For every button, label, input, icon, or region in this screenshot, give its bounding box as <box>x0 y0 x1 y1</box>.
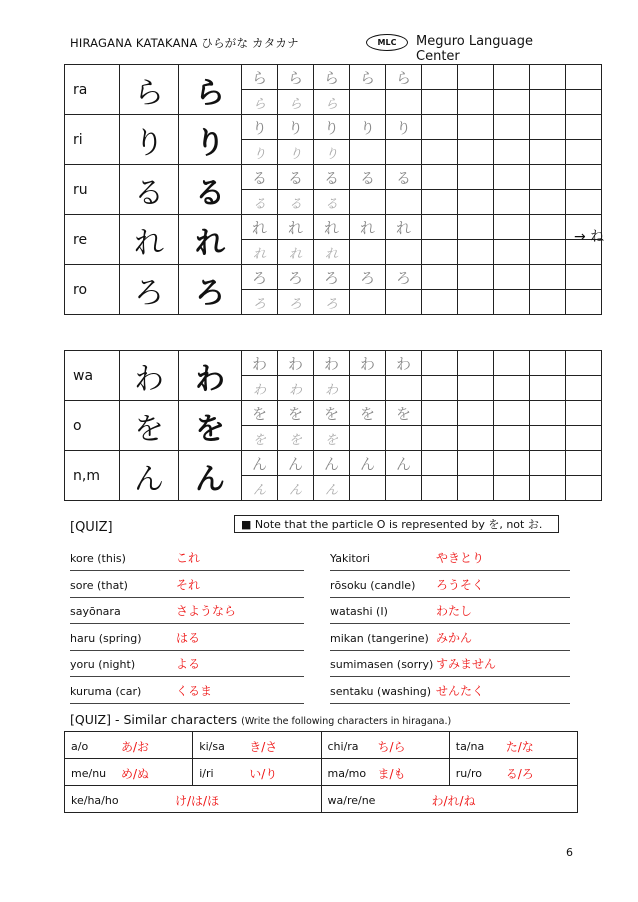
practice-cell[interactable] <box>530 140 566 165</box>
practice-cell[interactable] <box>566 476 602 501</box>
practice-cell[interactable] <box>566 265 602 290</box>
handwritten-char[interactable]: わ <box>278 376 314 401</box>
trace-char[interactable]: わ <box>242 351 278 376</box>
practice-cell[interactable] <box>422 426 458 451</box>
model-char-brush: ん <box>120 451 179 501</box>
trace-char[interactable]: れ <box>278 215 314 240</box>
grid-row <box>65 165 602 190</box>
practice-cell[interactable] <box>530 351 566 376</box>
particle-note: ■ Note that the particle O is represented by を, not お. <box>234 515 559 533</box>
practice-cell[interactable] <box>530 115 566 140</box>
practice-cell[interactable] <box>566 376 602 401</box>
header-title: HIRAGANA KATAKANA ひらがな カタカナ <box>70 36 299 50</box>
practice-cell[interactable] <box>530 426 566 451</box>
trace-char[interactable]: り <box>278 115 314 140</box>
model-char-brush: る <box>120 165 179 215</box>
vocab-romaji: mikan (tangerine) <box>330 631 429 645</box>
handwritten-char[interactable]: り <box>242 140 278 165</box>
vocab-item <box>330 678 570 704</box>
romaji-label: re <box>65 215 120 265</box>
practice-cell[interactable] <box>530 215 566 240</box>
similar-romaji: ta/na <box>455 740 485 753</box>
handwritten-char[interactable]: れ <box>278 240 314 265</box>
vocab-romaji: kore (this) <box>70 552 126 565</box>
trace-char[interactable]: り <box>314 115 350 140</box>
trace-char[interactable]: ら <box>314 65 350 90</box>
trace-char[interactable]: を <box>242 401 278 426</box>
handwritten-char[interactable]: を <box>278 426 314 451</box>
practice-cell[interactable] <box>386 90 422 115</box>
grid-row <box>65 351 602 376</box>
romaji-label: wa <box>65 351 120 401</box>
similar-cell[interactable] <box>193 759 321 786</box>
mlc-logo: MLC <box>366 34 408 51</box>
quiz-title: [QUIZ] <box>70 520 113 535</box>
practice-cell[interactable] <box>458 140 494 165</box>
practice-cell[interactable] <box>530 265 566 290</box>
handwritten-char[interactable]: わ <box>242 376 278 401</box>
practice-cell[interactable] <box>422 376 458 401</box>
vocab-item <box>330 572 570 598</box>
trace-char[interactable]: ろ <box>314 265 350 290</box>
trace-char[interactable]: れ <box>314 215 350 240</box>
similar-answer: ち/ら <box>377 740 406 754</box>
vocab-answer[interactable]: すみません <box>436 657 497 671</box>
vocab-romaji: haru (spring) <box>70 631 142 645</box>
handwritten-char[interactable]: を <box>242 426 278 451</box>
handwritten-char[interactable]: れ <box>314 240 350 265</box>
practice-cell[interactable] <box>458 240 494 265</box>
practice-cell[interactable] <box>350 240 386 265</box>
handwritten-char[interactable]: わ <box>314 376 350 401</box>
vocab-answer[interactable]: はる <box>176 630 201 645</box>
trace-char[interactable]: る <box>314 165 350 190</box>
practice-cell[interactable] <box>458 65 494 90</box>
practice-cell[interactable] <box>494 401 530 426</box>
romaji-label: ro <box>65 265 120 315</box>
model-char-bold: り <box>179 115 242 165</box>
practice-cell[interactable] <box>530 240 566 265</box>
trace-char[interactable]: り <box>350 115 386 140</box>
similar-cell[interactable] <box>321 759 449 786</box>
similar-row <box>65 759 578 786</box>
practice-cell[interactable] <box>566 90 602 115</box>
practice-cell[interactable] <box>350 290 386 315</box>
grid-row <box>65 215 602 240</box>
vocab-romaji: kuruma (car) <box>70 684 142 698</box>
model-char-bold: ん <box>179 451 242 501</box>
practice-cell[interactable] <box>494 140 530 165</box>
trace-char[interactable]: ん <box>242 451 278 476</box>
vocab-answer[interactable]: みかん <box>436 630 473 645</box>
grid-row <box>65 401 602 426</box>
similar-answer: あ/お <box>121 740 150 754</box>
practice-cell[interactable] <box>386 476 422 501</box>
similar-answer: ま/も <box>377 767 406 781</box>
vocab-answer[interactable]: ろうそく <box>436 577 485 592</box>
practice-cell[interactable] <box>350 140 386 165</box>
similar-answer: る/ろ <box>505 767 534 781</box>
model-char-bold: る <box>179 165 242 215</box>
practice-cell[interactable] <box>458 451 494 476</box>
grid-row <box>65 115 602 140</box>
trace-char[interactable]: ら <box>386 65 422 90</box>
model-char-bold: ろ <box>179 265 242 315</box>
trace-char[interactable]: る <box>386 165 422 190</box>
practice-cell[interactable] <box>566 401 602 426</box>
similar-answer: た/な <box>505 740 534 754</box>
trace-char[interactable]: ら <box>350 65 386 90</box>
trace-char[interactable]: ん <box>278 451 314 476</box>
practice-cell[interactable] <box>422 165 458 190</box>
practice-cell[interactable] <box>422 140 458 165</box>
similar-answer: き/さ <box>249 740 278 754</box>
handwritten-char[interactable]: り <box>314 140 350 165</box>
practice-cell[interactable] <box>350 426 386 451</box>
similar-cell[interactable] <box>321 786 578 813</box>
practice-cell[interactable] <box>494 451 530 476</box>
practice-cell[interactable] <box>422 351 458 376</box>
practice-cell[interactable] <box>494 90 530 115</box>
trace-char[interactable]: を <box>350 401 386 426</box>
model-char-bold: を <box>179 401 242 451</box>
similar-romaji: ru/ro <box>455 767 482 780</box>
vocab-answer[interactable]: わたし <box>436 604 473 618</box>
handwritten-char[interactable]: ろ <box>314 290 350 315</box>
practice-cell[interactable] <box>422 115 458 140</box>
model-char-bold: ら <box>179 65 242 115</box>
similar-cell[interactable] <box>65 786 322 813</box>
handwritten-char[interactable]: ろ <box>242 290 278 315</box>
trace-char[interactable]: ら <box>242 65 278 90</box>
similar-romaji: i/ri <box>199 767 214 780</box>
vocab-answer[interactable]: よる <box>176 657 201 671</box>
grid-row <box>65 451 602 476</box>
vocab-romaji: sentaku (washing) <box>330 684 432 698</box>
practice-cell[interactable] <box>494 190 530 215</box>
vocab-item <box>330 651 570 677</box>
practice-cell[interactable] <box>530 376 566 401</box>
handwritten-char[interactable]: ろ <box>278 290 314 315</box>
trace-char[interactable]: わ <box>350 351 386 376</box>
handwritten-char[interactable]: る <box>314 190 350 215</box>
vocab-romaji: sayōnara <box>70 605 121 618</box>
practice-cell[interactable] <box>458 290 494 315</box>
similar-answer: わ/れ/ね <box>431 794 476 808</box>
practice-cell[interactable] <box>422 65 458 90</box>
romaji-label: n,m <box>65 451 120 501</box>
similar-row <box>65 732 578 759</box>
similar-title <box>70 712 451 727</box>
similar-characters-table <box>64 731 578 813</box>
practice-cell[interactable] <box>566 290 602 315</box>
practice-cell[interactable] <box>386 290 422 315</box>
trace-char[interactable]: ろ <box>242 265 278 290</box>
vocab-item <box>70 678 304 704</box>
practice-cell[interactable] <box>350 190 386 215</box>
similar-row <box>65 786 578 813</box>
vocab-romaji: sumimasen (sorry) <box>330 658 434 671</box>
vocab-romaji: watashi (I) <box>330 605 388 618</box>
vocab-item <box>70 651 304 677</box>
trace-char[interactable]: る <box>278 165 314 190</box>
practice-cell[interactable] <box>530 476 566 501</box>
trace-char[interactable]: り <box>386 115 422 140</box>
practice-cell[interactable] <box>350 90 386 115</box>
similar-cell[interactable] <box>449 732 577 759</box>
vocab-romaji: yoru (night) <box>70 658 136 671</box>
handwritten-char[interactable]: ん <box>242 476 278 501</box>
practice-cell[interactable] <box>386 426 422 451</box>
similar-title-text: [QUIZ] - Similar characters <box>70 712 238 727</box>
center-name: Meguro Language Center <box>416 34 534 64</box>
similar-romaji: chi/ra <box>327 740 359 753</box>
practice-cell[interactable] <box>458 190 494 215</box>
model-char-bold: れ <box>179 215 242 265</box>
trace-char[interactable]: わ <box>386 351 422 376</box>
model-char-brush: ら <box>120 65 179 115</box>
trace-char[interactable]: る <box>242 165 278 190</box>
practice-cell[interactable] <box>458 376 494 401</box>
practice-cell[interactable] <box>422 215 458 240</box>
romaji-label: ru <box>65 165 120 215</box>
trace-char[interactable]: る <box>350 165 386 190</box>
practice-cell[interactable] <box>494 165 530 190</box>
practice-cell[interactable] <box>530 401 566 426</box>
trace-char[interactable]: ん <box>350 451 386 476</box>
handwritten-char[interactable]: ん <box>314 476 350 501</box>
practice-cell[interactable] <box>566 165 602 190</box>
practice-cell[interactable] <box>350 376 386 401</box>
handwritten-char[interactable]: を <box>314 426 350 451</box>
similar-romaji: ke/ha/ho <box>71 794 119 807</box>
practice-cell[interactable] <box>494 65 530 90</box>
practice-cell[interactable] <box>494 351 530 376</box>
trace-char[interactable]: り <box>242 115 278 140</box>
trace-char[interactable]: わ <box>278 351 314 376</box>
vocab-item <box>70 572 304 598</box>
similar-answer: い/り <box>249 767 278 781</box>
trace-char[interactable]: れ <box>386 215 422 240</box>
practice-cell[interactable] <box>458 115 494 140</box>
similar-romaji: ma/mo <box>327 767 367 780</box>
practice-cell[interactable] <box>386 376 422 401</box>
vocab-item <box>330 545 570 571</box>
trace-char[interactable]: を <box>278 401 314 426</box>
model-char-brush: ろ <box>120 265 179 315</box>
model-char-bold: わ <box>179 351 242 401</box>
handwritten-char[interactable]: ら <box>314 90 350 115</box>
practice-cell[interactable] <box>566 351 602 376</box>
practice-cell[interactable] <box>458 90 494 115</box>
practice-cell[interactable] <box>386 240 422 265</box>
practice-cell[interactable] <box>494 240 530 265</box>
practice-cell[interactable] <box>350 476 386 501</box>
practice-cell[interactable] <box>458 351 494 376</box>
practice-cell[interactable] <box>566 451 602 476</box>
similar-cell[interactable] <box>449 759 577 786</box>
practice-cell[interactable] <box>530 90 566 115</box>
model-char-brush: を <box>120 401 179 451</box>
similar-cell[interactable] <box>193 732 321 759</box>
similar-romaji: wa/re/ne <box>327 794 376 807</box>
trace-char[interactable]: ろ <box>278 265 314 290</box>
romaji-label: ri <box>65 115 120 165</box>
vocab-answer[interactable]: せんたく <box>436 683 485 698</box>
vocab-item <box>330 625 570 651</box>
practice-cell[interactable] <box>494 265 530 290</box>
practice-cell[interactable] <box>494 115 530 140</box>
practice-cell[interactable] <box>530 165 566 190</box>
similar-romaji: ki/sa <box>199 740 225 753</box>
handwritten-char[interactable]: り <box>278 140 314 165</box>
practice-cell[interactable] <box>422 476 458 501</box>
vocab-answer[interactable]: それ <box>176 577 201 592</box>
grid-row <box>65 65 602 90</box>
similar-subtitle: (Write the following characters in hiragana.) <box>241 716 452 727</box>
handwritten-char[interactable]: る <box>242 190 278 215</box>
similar-romaji: me/nu <box>71 767 107 780</box>
practice-cell[interactable] <box>458 476 494 501</box>
vocab-item <box>70 545 304 571</box>
practice-cell[interactable] <box>422 401 458 426</box>
similar-romaji: a/o <box>71 740 89 753</box>
romaji-label: ra <box>65 65 120 115</box>
practice-cell[interactable] <box>530 190 566 215</box>
trace-char[interactable]: を <box>314 401 350 426</box>
vocab-answer[interactable]: これ <box>176 551 201 565</box>
handwritten-char[interactable]: ら <box>242 90 278 115</box>
practice-cell[interactable] <box>422 90 458 115</box>
practice-cell[interactable] <box>386 140 422 165</box>
practice-cell[interactable] <box>422 451 458 476</box>
trace-char[interactable]: れ <box>242 215 278 240</box>
romaji-label: o <box>65 401 120 451</box>
handwritten-char[interactable]: る <box>278 190 314 215</box>
trace-char[interactable]: を <box>386 401 422 426</box>
practice-cell[interactable] <box>494 426 530 451</box>
vocab-romaji: sore (that) <box>70 578 128 592</box>
practice-cell[interactable] <box>494 290 530 315</box>
trace-char[interactable]: ん <box>386 451 422 476</box>
practice-cell[interactable] <box>458 426 494 451</box>
practice-cell[interactable] <box>494 215 530 240</box>
practice-cell[interactable] <box>458 401 494 426</box>
practice-cell[interactable] <box>458 265 494 290</box>
vocab-romaji: Yakitori <box>330 552 370 565</box>
model-char-brush: り <box>120 115 179 165</box>
trace-char[interactable]: わ <box>314 351 350 376</box>
model-char-brush: れ <box>120 215 179 265</box>
practice-cell[interactable] <box>530 290 566 315</box>
practice-table-r-row <box>64 64 605 315</box>
practice-cell[interactable] <box>530 65 566 90</box>
practice-cell[interactable] <box>422 290 458 315</box>
handwritten-char[interactable]: ら <box>278 90 314 115</box>
handwritten-char[interactable]: れ <box>242 240 278 265</box>
vocab-answer[interactable]: やきとり <box>436 551 485 565</box>
practice-cell[interactable] <box>566 140 602 165</box>
similar-cell[interactable] <box>65 732 193 759</box>
grid-row <box>65 265 602 290</box>
practice-table-w-row <box>64 350 602 501</box>
vocab-item <box>70 598 304 624</box>
practice-cell[interactable] <box>458 165 494 190</box>
vocab-item <box>330 598 570 624</box>
trace-char[interactable]: れ <box>350 215 386 240</box>
practice-cell[interactable] <box>566 426 602 451</box>
page-header <box>70 34 570 64</box>
vocab-romaji: rōsoku (candle) <box>330 578 416 592</box>
practice-cell[interactable] <box>530 451 566 476</box>
practice-cell[interactable] <box>422 190 458 215</box>
vocab-answer[interactable]: さようなら <box>176 604 237 618</box>
vocab-answer[interactable]: くるま <box>176 683 213 698</box>
practice-cell[interactable] <box>386 190 422 215</box>
similar-cell[interactable] <box>65 759 193 786</box>
practice-cell[interactable] <box>458 215 494 240</box>
trace-char[interactable]: ん <box>314 451 350 476</box>
handwritten-char[interactable]: ん <box>278 476 314 501</box>
trace-char[interactable]: ら <box>278 65 314 90</box>
practice-cell[interactable] <box>422 240 458 265</box>
practice-cell[interactable] <box>566 115 602 140</box>
trace-char[interactable]: ろ <box>386 265 422 290</box>
arrow-note: → ね <box>574 229 605 245</box>
similar-cell[interactable] <box>321 732 449 759</box>
practice-cell[interactable] <box>494 476 530 501</box>
practice-cell[interactable] <box>566 65 602 90</box>
vocab-item <box>70 625 304 651</box>
similar-answer: け/は/ほ <box>175 794 220 808</box>
practice-cell[interactable] <box>422 265 458 290</box>
page-number: 6 <box>566 846 573 859</box>
similar-answer: め/ぬ <box>121 767 150 781</box>
practice-cell[interactable] <box>494 376 530 401</box>
practice-cell[interactable] <box>566 190 602 215</box>
model-char-brush: わ <box>120 351 179 401</box>
trace-char[interactable]: ろ <box>350 265 386 290</box>
